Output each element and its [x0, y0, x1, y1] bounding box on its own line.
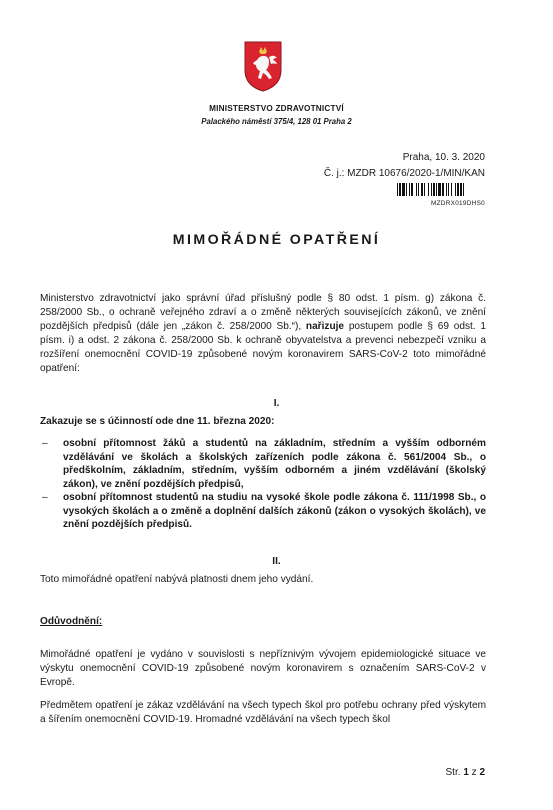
- page-separator: z: [468, 767, 480, 778]
- section-number-1: I.: [273, 398, 280, 409]
- section1-heading: Zakazuje se s účinností ode dne 11. března 2020:: [40, 416, 275, 427]
- barcode-bar: [436, 183, 437, 196]
- intro-paragraph: [40, 292, 486, 375]
- barcode-bar: [399, 183, 401, 196]
- barcode-bar: [421, 183, 423, 196]
- list-item: [40, 437, 486, 491]
- list-item-text: osobní přítomnost studentů na studiu na vysoké škole podle zákona č. 111/1998 Sb., o vysokých školách a o změně a doplnění dalších zákonů (zákon o vysokých školách), ve znění pozdějších předpisů.: [63, 492, 486, 530]
- page-current: 1: [463, 767, 469, 778]
- page-total: 2: [479, 767, 485, 778]
- prohibition-list: [40, 437, 486, 532]
- document-title: MIMOŘÁDNÉ OPATŘENÍ: [172, 232, 381, 248]
- intro-text-2: postupem podle § 69 odst. 1 písm. i) a odst. 2 zákona č. 258/2000 Sb. k ochraně obyvatelstva a prevenci nebezpečí vzniku a rozšíření onemocnění COVID-19 způsobené novým koronavirem SARS-CoV-2 toto mimořádné opatření:: [40, 320, 486, 374]
- barcode-bar: [438, 183, 441, 196]
- section-number-2: II.: [272, 556, 281, 567]
- dash-bullet-icon: –: [42, 492, 48, 503]
- czech-coat-of-arms-icon: [243, 40, 283, 92]
- justification-paragraph-2: Předmětem opatření je zákaz vzdělávání na všech typech škol pro potřebu ochrany před výskytem a šířením onemocnění COVID-19. Hromadné vzdělávání na všech typech škol: [40, 700, 486, 725]
- justification-paragraph-1: Mimořádné opatření je vydáno v souvislosti s nepříznivým vývojem epidemiologické situace ve výskytu onemocnění COVID-19 způsobené novým koronavirem s označením SARS-CoV-2 v Evropě.: [40, 649, 486, 688]
- barcode-bar: [442, 183, 444, 196]
- barcode-bar: [424, 183, 425, 196]
- barcode-bar: [397, 183, 398, 196]
- list-item-text: osobní přítomnost žáků a studentů na základním, středním a vyšším odborném vzdělávání ve školách a školských zařízeních podle zákona č. 561/2004 Sb., o předškolním, základním, středním, vyšším odborném a jiném vzdělávání (školský zákon), ve znění pozdějších předpisů,: [63, 438, 486, 490]
- barcode-bar: [457, 183, 459, 196]
- list-item: [40, 491, 486, 532]
- barcode-code: MZDRX019DHS0: [430, 200, 485, 207]
- document-date: Praha, 10. 3. 2020: [402, 152, 485, 163]
- barcode-bar: [431, 183, 432, 196]
- dash-bullet-icon: –: [42, 438, 48, 449]
- ministry-name: MINISTERSTVO ZDRAVOTNICTVÍ: [209, 104, 344, 113]
- page-number: [446, 767, 485, 778]
- justification-heading: Odůvodnění:: [40, 616, 103, 627]
- barcode-image: [397, 183, 486, 196]
- intro-bold-verb: nařizuje: [305, 320, 345, 332]
- barcode-bar: [418, 183, 419, 196]
- barcode-bar: [433, 183, 435, 196]
- reference-number: Č. j.: MZDR 10676/2020-1/MIN/KAN: [323, 168, 485, 179]
- barcode-bar: [428, 183, 429, 196]
- barcode-bar: [455, 183, 456, 196]
- section2-text: Toto mimořádné opatření nabývá platnosti dnem jeho vydání.: [40, 574, 314, 585]
- barcode-bar: [446, 183, 447, 196]
- barcode-bar: [409, 183, 410, 196]
- barcode-bar: [406, 183, 407, 196]
- ministry-address: Palackého náměstí 375/4, 128 01 Praha 2: [201, 117, 352, 126]
- barcode-bar: [402, 183, 405, 196]
- intro-text-1: Ministerstvo zdravotnictví jako správní úřad příslušný podle § 80 odst. 1 písm. g) zákona č. 258/2000 Sb., o ochraně veřejného zdraví a o změně některých souvisejících zákonů, ve znění pozdějších předpisů (dále jen „zákon č. 258/2000 Sb.“),: [40, 293, 486, 332]
- barcode-bar: [460, 183, 462, 196]
- barcode-bar: [448, 183, 449, 196]
- barcode-bar: [451, 183, 452, 196]
- barcode-bar: [416, 183, 417, 196]
- barcode-bar: [411, 183, 413, 196]
- barcode-bar: [463, 183, 464, 196]
- page-prefix: Str.: [445, 767, 464, 778]
